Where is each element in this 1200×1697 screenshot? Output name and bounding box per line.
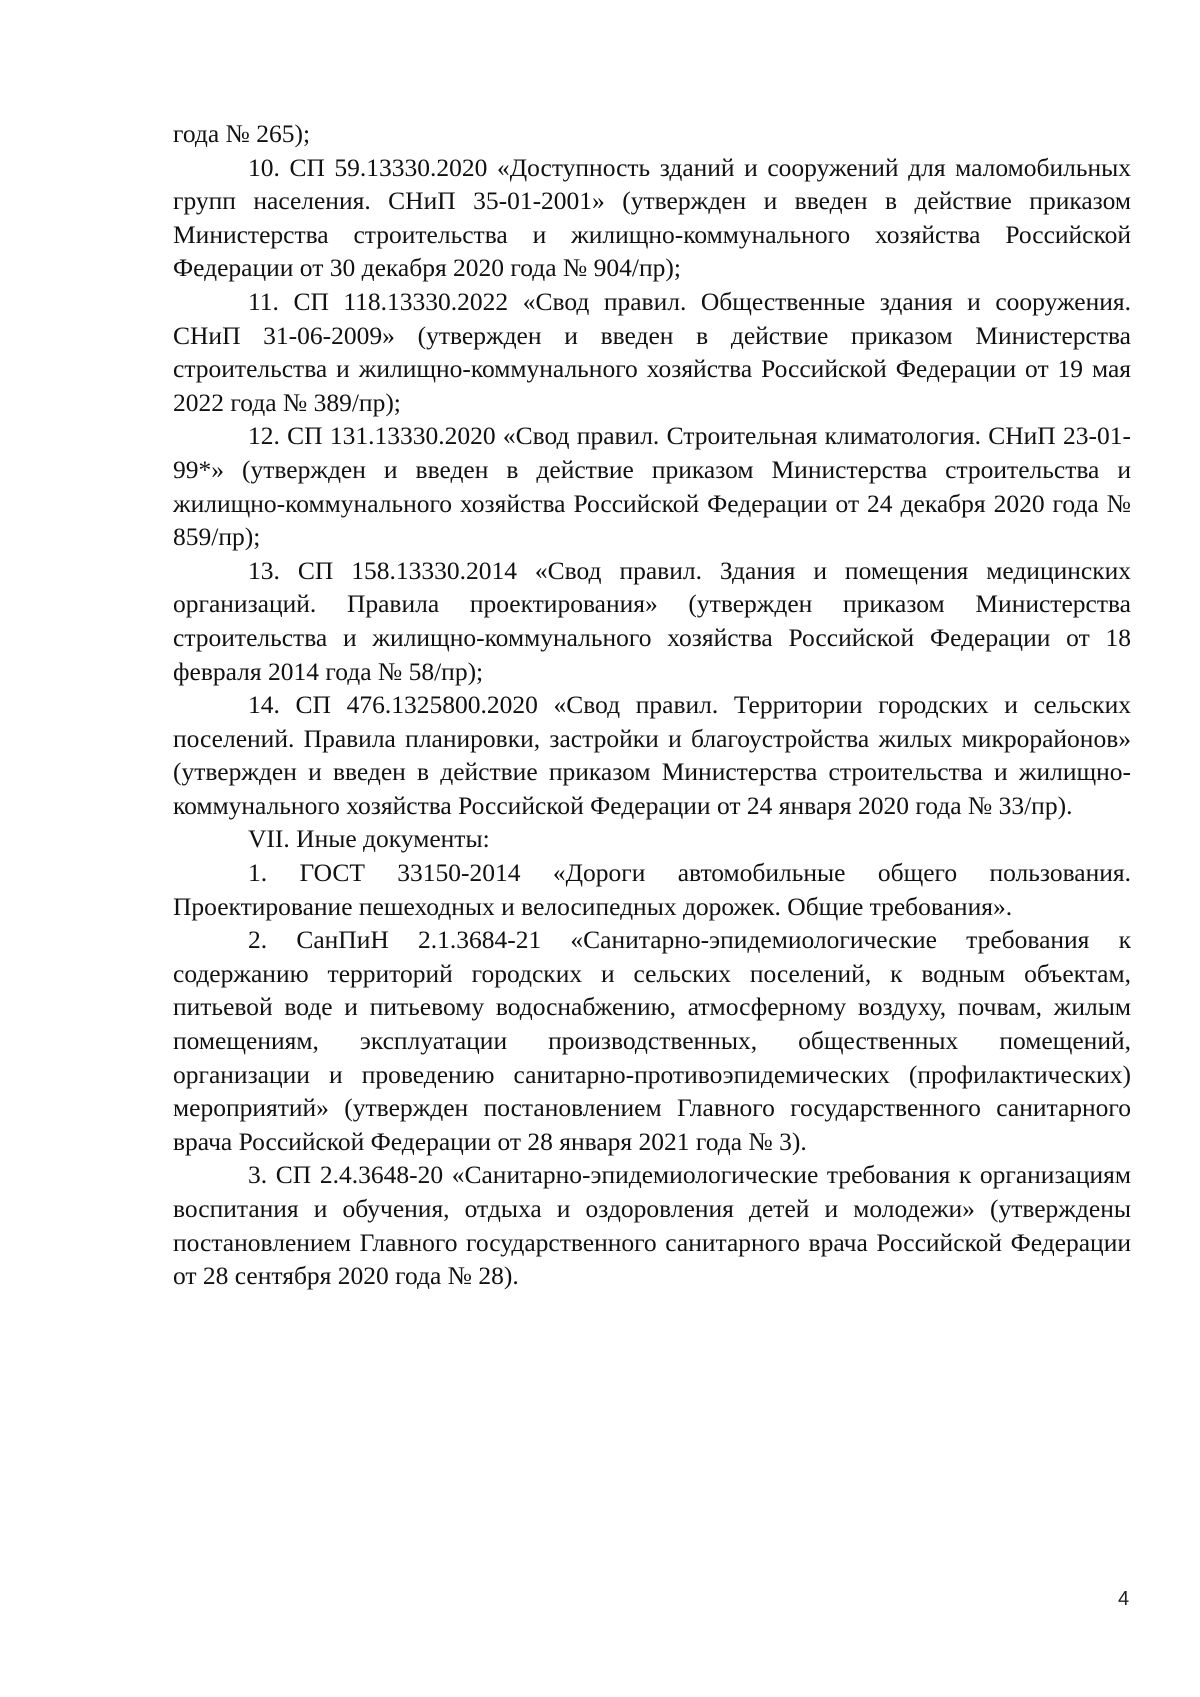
paragraph-item-14: 14. СП 476.1325800.2020 «Свод правил. Территории городских и сельских поселений. Правила планировки, застройки и благоустройства жилых микрорайонов» (утвержден и введен в действие приказом Министерства строительства и жилищно-коммунального хозяйства Российской Федерации от 24 января 2020 года № 33/пр). [173,690,1131,820]
page-number: 4 [1118,1588,1130,1610]
paragraph-item-12: 12. СП 131.13330.2020 «Свод правил. Строительная климатология. СНиП 23-01-99*» (утвержден и введен в действие приказом Министерства строительства и жилищно-коммунального хозяйства Российской Федерации от 24 декабря 2020 года № 859/пр); [173,421,1131,552]
paragraph-continuation: года № 265); [173,119,311,148]
paragraph-other-1: 1. ГОСТ 33150-2014 «Дороги автомобильные общего пользования. Проектирование пешеходных и велосипедных дорожек. Общие требования». [173,858,1131,921]
section-heading-other-documents: VII. Иные документы: [248,824,490,854]
paragraph-other-2: 2. СанПиН 2.1.3684-21 «Санитарно-эпидемиологические требования к содержанию территорий городских и сельских поселений, к водным объектам, питьевой воде и питьевому водоснабжению, атмосферному воздуху, почвам, жилым помещениям, эксплуатации производственных, общественных помещений, организации и проведению санитарно-противоэпидемических (профилактических) мероприятий» (утвержден постановлением Главного государственного санитарного врача Российской Федерации от 28 января 2021 года № 3). [173,925,1131,1156]
document-body [173,117,1131,1293]
paragraph-item-11: 11. СП 118.13330.2022 «Свод правил. Общественные здания и сооружения. СНиП 31-06-2009» (утвержден и введен в действие приказом Министерства строительства и жилищно-коммунального хозяйства Российской Федерации от 19 мая 2022 года № 389/пр); [173,286,1131,417]
paragraph-item-10: 10. СП 59.13330.2020 «Доступность зданий и сооружений для маломобильных групп населения. СНиП 35-01-2001» (утвержден и введен в действие приказом Министерства строительства и жилищно-коммунального хозяйства Российской Федерации от 30 декабря 2020 года № 904/пр); [173,152,1131,283]
paragraph-other-3: 3. СП 2.4.3648-20 «Санитарно-эпидемиологические требования к организациям воспитания и обучения, отдыха и оздоровления детей и молодежи» (утверждены постановлением Главного государственного санитарного врача Российской Федерации от 28 сентября 2020 года № 28). [173,1160,1131,1291]
paragraph-item-13: 13. СП 158.13330.2014 «Свод правил. Здания и помещения медицинских организаций. Правила проектирования» (утвержден приказом Министерства строительства и жилищно-коммунального хозяйства Российской Федерации от 18 февраля 2014 года № 58/пр); [173,555,1131,686]
